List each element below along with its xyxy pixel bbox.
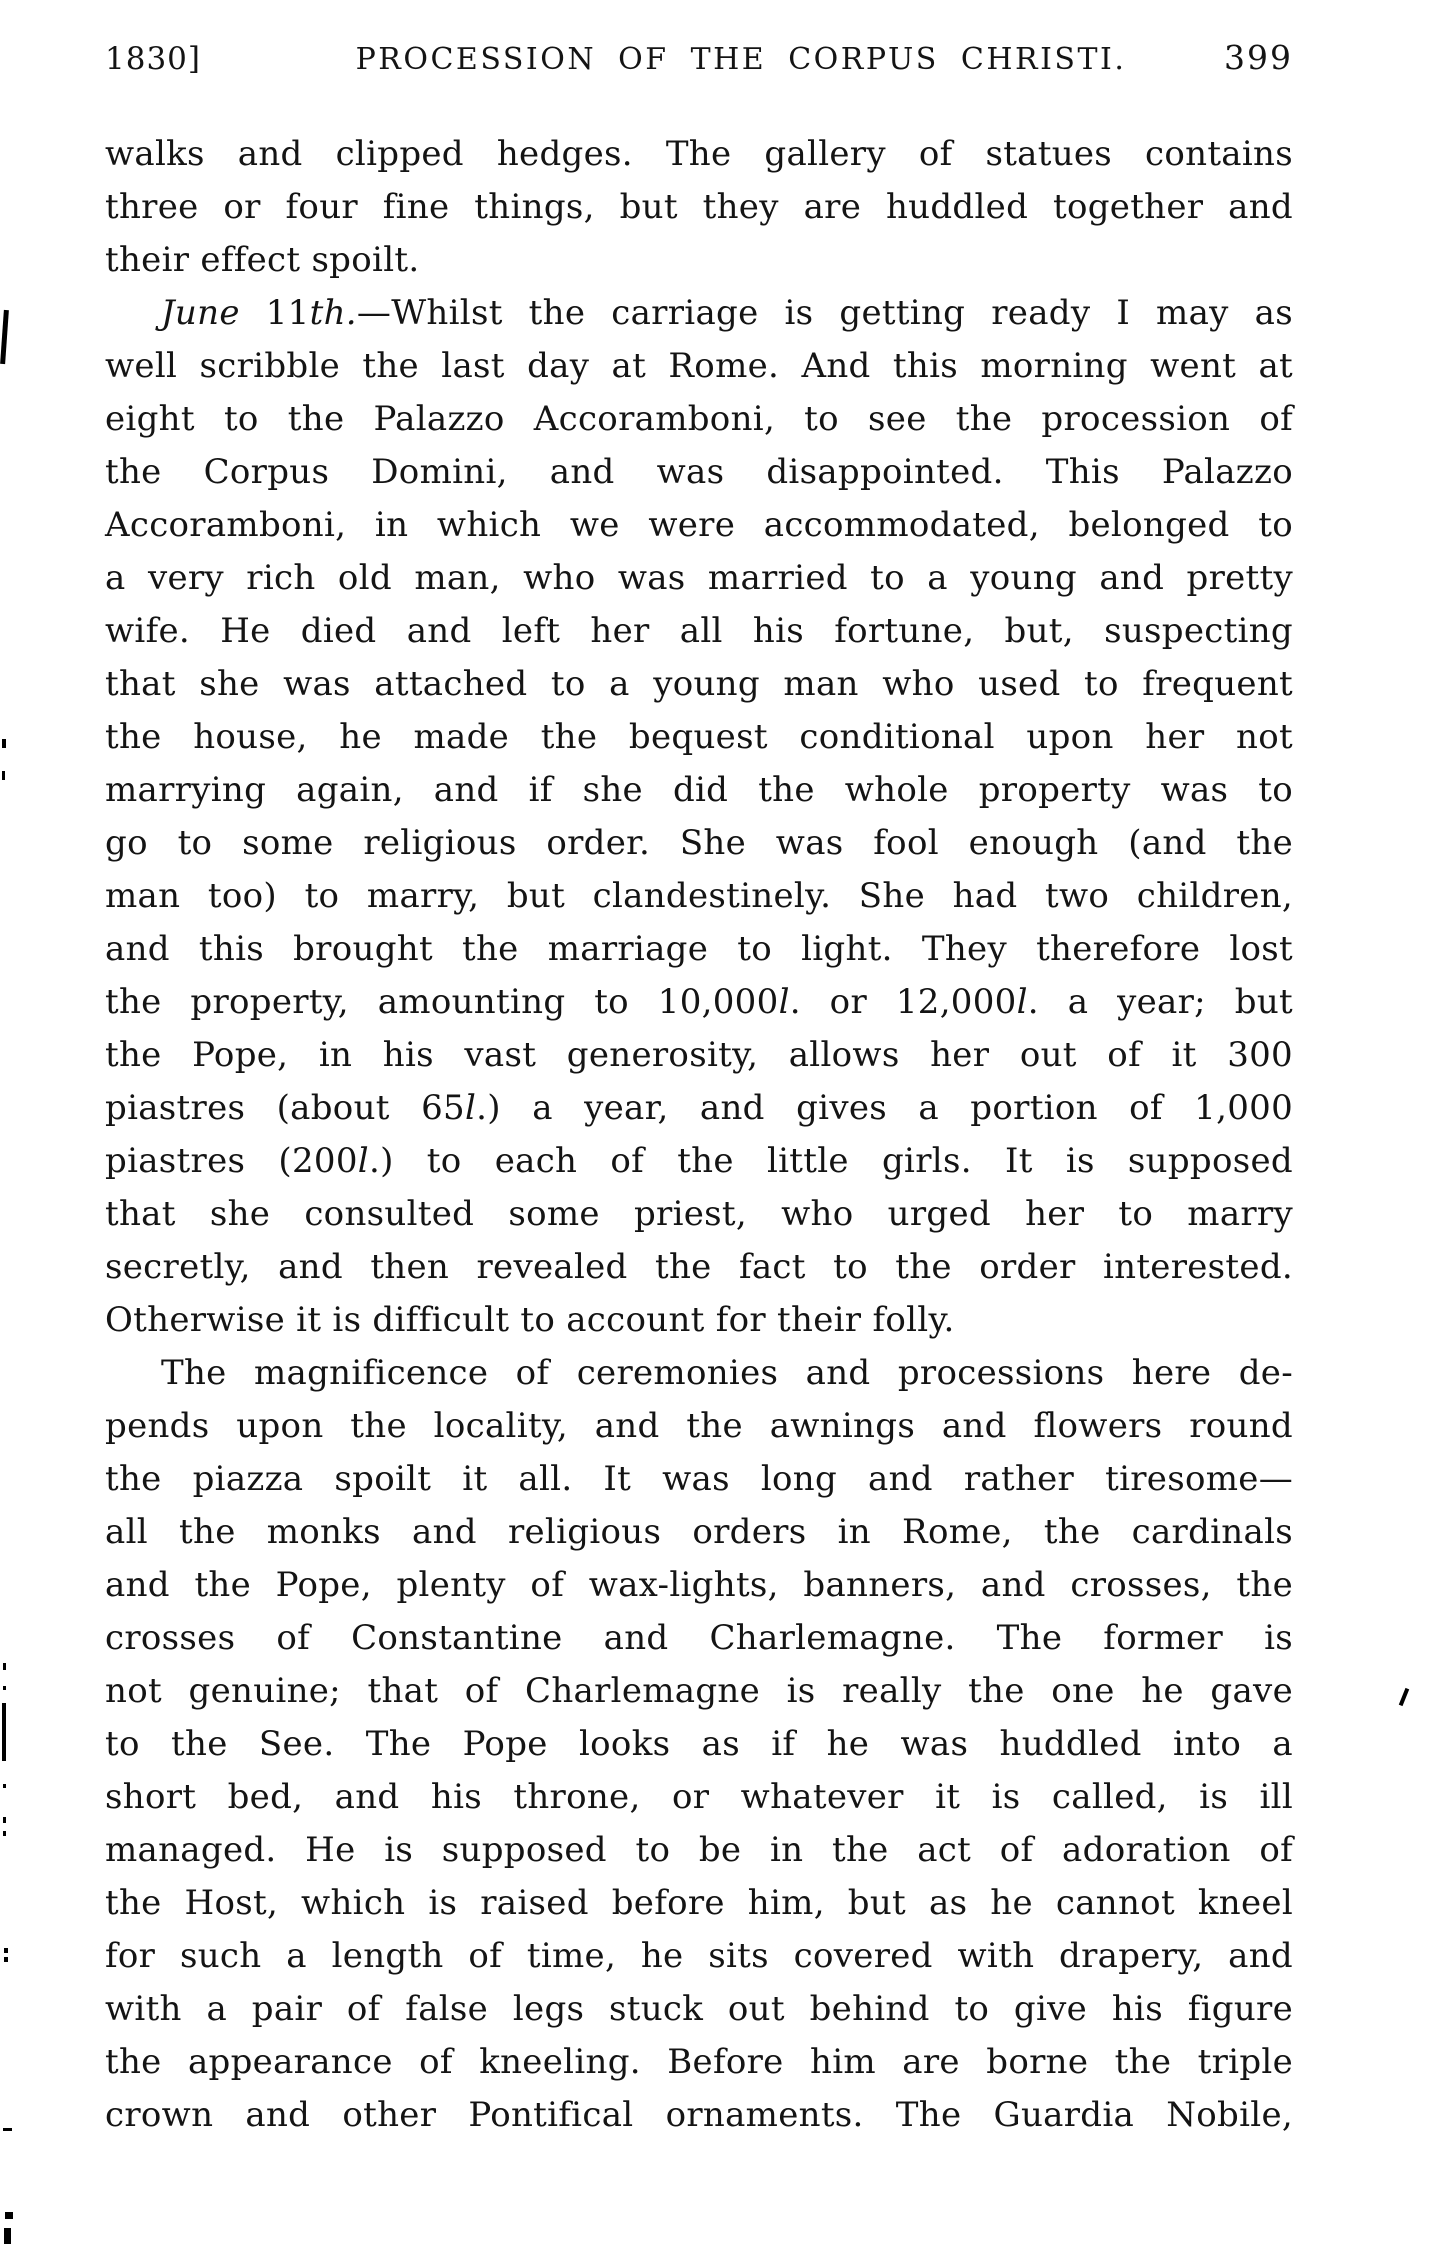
text-line: with a pair of false legs stuck out behind to give his figure bbox=[105, 1989, 1293, 2029]
ink-mark bbox=[3, 1686, 6, 1690]
ink-mark bbox=[5, 2212, 13, 2219]
ink-mark bbox=[3, 1784, 6, 1788]
text-line: the Host, which is raised before him, but as he cannot kneel bbox=[105, 1883, 1293, 1923]
ink-mark bbox=[3, 1663, 6, 1670]
ink-mark bbox=[1399, 1688, 1409, 1706]
ink-mark bbox=[2, 1703, 6, 1761]
text-line: secretly, and then revealed the fact to the order interested. bbox=[105, 1247, 1293, 1287]
text-line: managed. He is supposed to be in the act of adoration of bbox=[105, 1830, 1293, 1870]
text-line: wife. He died and left her all his fortune, but, suspecting bbox=[105, 611, 1293, 651]
text-line: eight to the Palazzo Accoramboni, to see the procession of bbox=[105, 399, 1293, 439]
text-line: marrying again, and if she did the whole property was to bbox=[105, 770, 1293, 810]
text-line: that she was attached to a young man who used to frequent bbox=[105, 664, 1293, 704]
page-header bbox=[105, 38, 1293, 77]
text-line: and this brought the marriage to light. They therefore lost bbox=[105, 929, 1293, 969]
text-line: piastres (about 65l.) a year, and gives a portion of 1,000 bbox=[105, 1088, 1294, 1128]
text-line: a very rich old man, who was married to a young and pretty bbox=[105, 558, 1293, 598]
text-line: the Pope, in his vast generosity, allows her out of it 300 bbox=[105, 1035, 1293, 1075]
ink-mark bbox=[4, 1957, 8, 1962]
text-line: the property, amounting to 10,000l. or 12,000l. a year; but bbox=[105, 982, 1293, 1022]
ink-mark bbox=[4, 1948, 8, 1953]
ink-mark bbox=[4, 2228, 11, 2244]
text-line: June 11th.—Whilst the carriage is getting ready I may as bbox=[161, 293, 1293, 333]
text-block bbox=[105, 128, 1293, 2142]
ink-mark bbox=[3, 1831, 6, 1836]
ink-mark bbox=[2, 771, 5, 780]
text-line: piastres (200l.) to each of the little girls. It is supposed bbox=[105, 1141, 1293, 1181]
text-line: not genuine; that of Charlemagne is really the one he gave bbox=[105, 1671, 1293, 1711]
text-line: Otherwise it is difficult to account for their folly. bbox=[105, 1300, 955, 1340]
text-line: three or four fine things, but they are huddled together and bbox=[105, 187, 1293, 227]
text-line: man too) to marry, but clandestinely. She had two children, bbox=[105, 876, 1293, 916]
text-line: The magnificence of ceremonies and processions here de- bbox=[161, 1353, 1293, 1393]
text-line: pends upon the locality, and the awnings and flowers round bbox=[105, 1406, 1293, 1446]
text-line: their effect spoilt. bbox=[105, 240, 420, 280]
ink-mark bbox=[3, 2128, 12, 2131]
text-line: go to some religious order. She was fool enough (and the bbox=[105, 823, 1293, 863]
running-title: PROCESSION OF THE CORPUS CHRISTI. bbox=[355, 42, 1127, 77]
text-line: crosses of Constantine and Charlemagne. The former is bbox=[105, 1618, 1293, 1658]
text-line: that she consulted some priest, who urged her to marry bbox=[105, 1194, 1293, 1234]
text-line: the Corpus Domini, and was disappointed. This Palazzo bbox=[105, 452, 1293, 492]
page-number: 399 bbox=[1224, 38, 1293, 77]
text-line: well scribble the last day at Rome. And this morning went at bbox=[105, 346, 1293, 386]
text-line: the appearance of kneeling. Before him are borne the triple bbox=[105, 2042, 1293, 2082]
text-line: all the monks and religious orders in Rome, the cardinals bbox=[105, 1512, 1293, 1552]
text-line: short bed, and his throne, or whatever it is called, is ill bbox=[105, 1777, 1293, 1817]
text-line: the house, he made the bequest conditional upon her not bbox=[105, 717, 1293, 757]
text-line: and the Pope, plenty of wax-lights, banners, and crosses, the bbox=[105, 1565, 1293, 1605]
text-line: Accoramboni, in which we were accommodated, belonged to bbox=[105, 505, 1293, 545]
text-line: crown and other Pontifical ornaments. The Guardia Nobile, bbox=[105, 2095, 1293, 2135]
ink-mark bbox=[3, 1817, 6, 1823]
header-year: 1830] bbox=[105, 41, 201, 77]
text-line: to the See. The Pope looks as if he was huddled into a bbox=[105, 1724, 1293, 1764]
text-line: the piazza spoilt it all. It was long and rather tiresome— bbox=[105, 1459, 1293, 1499]
ink-mark bbox=[2, 739, 6, 748]
text-line: walks and clipped hedges. The gallery of statues contains bbox=[105, 134, 1293, 174]
ink-mark bbox=[0, 310, 9, 364]
text-line: for such a length of time, he sits covered with drapery, and bbox=[105, 1936, 1293, 1976]
